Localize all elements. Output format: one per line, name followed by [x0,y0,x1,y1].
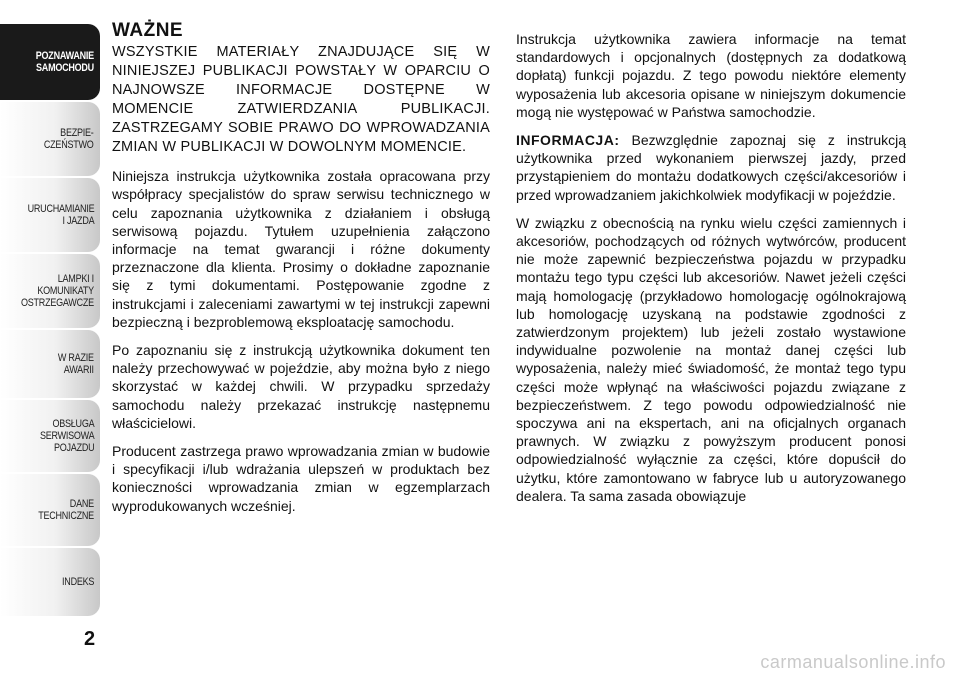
tab-bezpieczenstwo[interactable] [0,102,100,176]
page-number: 2 [84,628,96,650]
tab-label: OBSŁUGA SERWISOWA POJAZDU [39,418,94,454]
body-paragraph: W związku z obecnością na rynku wielu części zamiennych i akcesoriów, pochodzących od różnych wytwórców, producent nie może zapewnić bezpieczeństwa pojazdu w przypadku montażu tego typu części lub akcesoriów. Nawet jeżeli części mają homologację (przykładowo homologację ogólnokrajową lub homologację uzyskaną na podstawie zgodności z zatwierdzonym projektem) lub jeżeli zostało wystawione indywidualne pozwolenie na montaż danej części lub wyposażenia, należy mieć świadomość, że montaż tego typu części może wpłynąć na właściwości pojazdu związane z bezpieczeństwem. Z tego powodu odpowiedzialność nie spoczywa ani na ekspertach, ani na oficjalnych organach prawnych. W związku z powyższym producent ponosi odpowiedzialność wyłącznie za części, które dopuścił do użytku, które zamontowano w fabryce lub u autoryzowanego dealera. Ta sama zasada obowiązuje [516,214,906,504]
tab-obsluga-serwisowa[interactable] [0,400,100,472]
tab-label: LAMPKI I KOMUNIKATY OSTRZEGAWCZE [21,273,94,309]
watermark-text: carmanualsonline.info [760,652,946,672]
tab-label: BEZPIE- CZEŃSTWO [44,127,94,151]
tab-label: W RAZIE AWARII [58,352,94,376]
section-tabs [0,0,103,678]
tab-poznawanie-samochodu[interactable] [0,24,100,100]
info-label: INFORMACJA: [516,132,620,149]
info-text: Bezwzględnie zapoznaj się z instrukcją użytkownika przed wykonaniem pierwszej jazdy, przed przystąpieniem do montażu dodatkowych części/akcesoriów i przed wprowadzaniem jakichkolwiek modyfikacji w pojeździe. [516,132,907,203]
body-paragraph: Po zapoznaniu się z instrukcją użytkownika dokument ten należy przechowywać w pojeździe, aby można było z niego skorzystać w każdej chwili. W przypadku sprzedaży samochodu należy przekazać instrukcję następnemu właścicielowi. [112,342,490,431]
section-heading: WAŻNE [112,20,184,41]
tab-uruchamianie-i-jazda[interactable] [0,178,100,252]
tab-dane-techniczne[interactable] [0,474,100,546]
body-paragraph: Producent zastrzega prawo wprowadzania zmian w budowie i specyfikacji i/lub wdrażania ulepszeń w produktach bez konieczności wprowadzania zmian w egzemplarzach wyprodukowanych wcześniej. [112,443,490,514]
body-paragraph: Niniejsza instrukcja użytkownika została opracowana przy współpracy specjalistów do spraw serwisu technicznego w celu zapoznania użytkownika z działaniem i obsługą serwisową pojazdu. Tytułem uzupełnienia załączono informacje na temat gwarancji i różne dokumenty przeznaczone dla klienta. Prosimy o dokładne zapoznanie się z tymi dokumentami. Postępowanie zgodne z instrukcjami i zaleceniami zawartymi w tej instrukcji zapewni bezpieczną i bezproblemową eksploatację samochodu. [112,168,490,330]
tab-label: URUCHAMIANIE I JAZDA [27,203,94,227]
tab-w-razie-awarii[interactable] [0,330,100,398]
right-column [516,30,906,515]
tab-lampki-i-komunikaty[interactable] [0,254,100,328]
tab-label: INDEKS [61,576,94,588]
info-paragraph [516,131,906,204]
tab-indeks[interactable] [0,548,100,616]
notice-paragraph: WSZYSTKIE MATERIAŁY ZNAJDUJĄCE SIĘ W NINIEJSZEJ PUBLIKACJI POWSTAŁY W OPARCIU O NAJNOWSZE INFORMACJE DOSTĘPNE W MOMENCIE ZATWIERDZANIA PUBLIKACJI. ZASTRZEGAMY SOBIE PRAWO DO WPROWADZANIA ZMIAN W PUBLIKACJI W DOWOLNYM MOMENCIE. [112,44,490,156]
tab-label: POZNAWANIE SAMOCHODU [35,50,94,74]
left-column [112,22,490,525]
body-paragraph: Instrukcja użytkownika zawiera informacje na temat standardowych i opcjonalnych (dostępnych za dodatkową dopłatą) funkcji pojazdu. Z tego powodu niektóre elementy wyposażenia lub akcesoria opisane w niniejszym dokumencie mogą nie występować w Państwa samochodzie. [516,31,906,120]
tab-label: DANE TECHNICZNE [38,498,94,522]
